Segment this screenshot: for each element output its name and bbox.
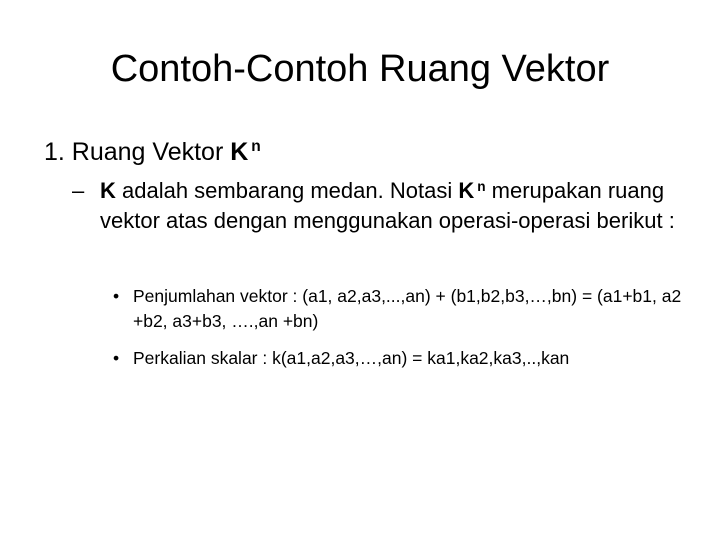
section-heading-prefix: 1. Ruang Vektor bbox=[44, 138, 231, 166]
sub-item-text bbox=[72, 176, 712, 236]
symbol-k: K bbox=[100, 178, 116, 203]
superscript-n: n bbox=[477, 178, 486, 194]
bullet-marker: • bbox=[113, 286, 120, 306]
bullet-item-addition bbox=[113, 284, 713, 334]
bullet-marker: • bbox=[113, 348, 120, 368]
bullet-item-scalar bbox=[113, 346, 713, 371]
dash-marker: – bbox=[72, 178, 85, 203]
slide-title: Contoh-Contoh Ruang Vektor bbox=[110, 48, 610, 90]
section-heading bbox=[44, 136, 261, 168]
section-superscript-n: n bbox=[251, 138, 261, 156]
symbol-k-notation: K bbox=[458, 178, 475, 203]
bullet-text-addition: Penjumlahan vektor : (a1, a2,a3,...,an) + (b1,b2,b3,…,bn) = (a1+b1, a2 +b2, a3+b3, ….,an +bn) bbox=[133, 286, 682, 331]
bullet-text-scalar: Perkalian skalar : k(a1,a2,a3,…,an) = ka1,ka2,ka3,..,kan bbox=[133, 348, 570, 368]
section-symbol-k: K bbox=[230, 138, 249, 166]
sub-item-text-part2: merupakan ruang vektor atas dengan menggunakan operasi-operasi berikut : bbox=[100, 178, 675, 233]
sub-item bbox=[72, 176, 712, 236]
sub-item-text-part1: adalah sembarang medan. Notasi bbox=[115, 178, 459, 203]
